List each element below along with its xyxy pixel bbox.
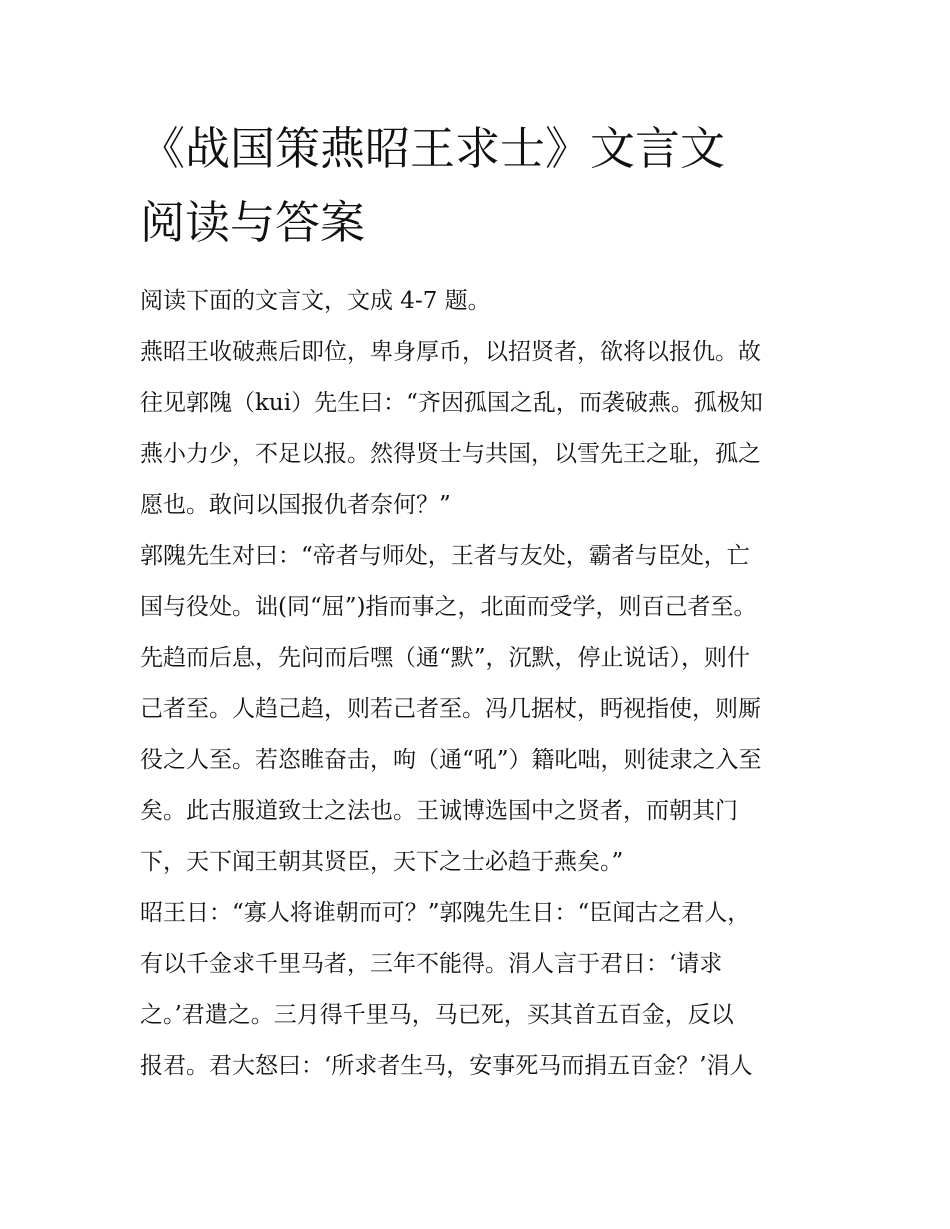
title-line-1: 《战国策燕昭王求士》文言文 [140,122,726,175]
body-line: 昭王日：“寡人将谁朝而可？”郭隗先生日：“臣闻古之君人， [140,900,751,926]
body-line: 下，天下闻王朝其贤臣，天下之士必趋于燕矣。” [140,849,624,875]
body-line: 之。’君遣之。三月得千里马，马已死，买其首五百金，反以 [140,1002,734,1028]
body-line: 国与役处。诎(同“屈”)指而事之，北面而受学，则百己者至。 [140,594,757,620]
body-line: 己者至。人趋己趋，则若己者至。冯几据杖，眄视指使，则厮 [140,696,761,722]
body-line: 郭隗先生对曰：“帝者与师处，王者与友处，霸者与臣处，亡 [140,543,750,569]
body-line: 燕小力少，不足以报。然得贤士与共国，以雪先王之耻，孤之 [140,441,761,467]
body-line: 报君。君大怒曰：‘所求者生马，安事死马而捐五百金？’涓人 [140,1053,753,1079]
body-line: 往见郭隗（kui）先生曰：“齐因孤国之乱，而袭破燕。孤极知 [140,390,763,416]
title-line-2: 阅读与答案 [140,196,366,249]
body-line-instruction: 阅读下面的文言文，文成 4-7 题。 [140,288,491,314]
body-line: 有以千金求千里马者，三年不能得。涓人言于君日：‘请求 [140,951,723,977]
body-line: 愿也。敢问以国报仇者奈何？” [140,492,451,518]
body-line: 矣。此古服道致士之法也。王诚博选国中之贤者，而朝其门 [140,798,738,824]
document-title [140,112,820,260]
document-body [140,282,830,1098]
body-line: 役之人至。若恣睢奋击，呴（通“吼”）籍叱咄，则徒隶之入至 [140,747,762,773]
body-line: 燕昭王收破燕后即位，卑身厚币，以招贤者，欲将以报仇。故 [140,339,761,365]
body-line: 先趋而后息，先问而后嘿（通“默”，沉默，停止说话），则什 [140,645,751,671]
